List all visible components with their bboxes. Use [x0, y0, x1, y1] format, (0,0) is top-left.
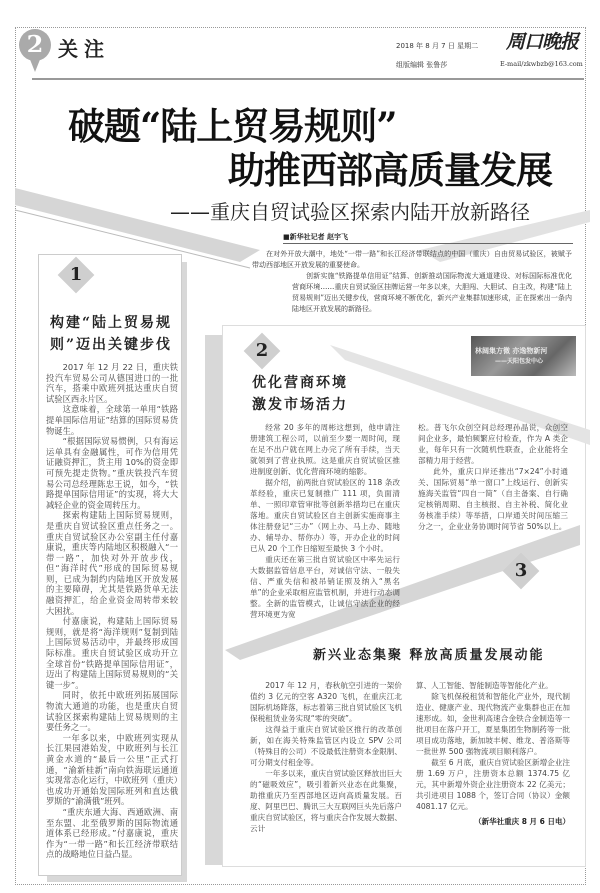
- section3-col1: [250, 680, 402, 834]
- photo-caption: 林阔集方微 亦逸物新河: [475, 347, 548, 355]
- paragraph: 除飞机保税租赁和智能化产业外，现代制造业、健康产业、现代物流产业集群也正在加速形成。如，金世利高速合金铁合金制造等一批项目在落户开工，夏星集团生物制药等一批项目成功落地，新加坡丰树、维龙、普洛斯等一批世界 500 强物流项目顺利落户。: [416, 692, 570, 756]
- email: E-mail/zkwbzb@163.com: [500, 60, 583, 68]
- paragraph: 探索构建陆上国际贸易规则，是重庆自贸试验区重点任务之一。重庆自贸试验区办公室副主任付嘉康说，重庆等内陆地区积极融入“一带一路”，加快对外开放步伐，但“海洋时代”形成的国际贸易规则，已成为制约内陆地区开放发展的主要障碍，尤其是铁路货单无法融资押汇，给企业资金周转带来较大困扰。: [46, 510, 178, 616]
- page-number-badge: 2: [19, 29, 51, 61]
- section3-number: 3: [514, 560, 528, 581]
- paragraph: 一年多以来，重庆自贸试验区释放出巨大的“磁吸效应”，吸引着新兴业态在此集聚，助推重庆乃至西部地区迈向高质量发展。百度、阿里巴巴、腾讯三大互联网巨头先后落户重庆自贸试验区，将与重庆合作发展大数据、云计: [250, 769, 402, 833]
- section3-col2: [416, 680, 570, 827]
- section2-col2: [418, 422, 568, 532]
- newspaper-logo: 周口晚报: [506, 31, 579, 53]
- paragraph: 这意味着，全球第一单用“铁路提单国际信用证”结算的国际贸易货物诞生。: [46, 404, 178, 436]
- section2-heading: [252, 372, 348, 416]
- headline-line-1: 破题“陆上贸易规则”: [68, 104, 397, 148]
- lead-p1: 在对外开放大潮中，地处“一带一路”和长江经济带联结点的中国（重庆）自由贸易试验区，被赋予带动西部地区开放发展的重要使命。: [252, 250, 572, 269]
- section2-heading-line1: 优化营商环境: [252, 375, 348, 391]
- issue-date: 2018 年 8 月 7 日 星期二: [396, 42, 479, 50]
- section1-number: 1: [69, 264, 83, 285]
- dateline: （新华社重庆 8 月 6 日电）: [474, 817, 570, 826]
- paragraph: “根据国际贸易惯例，只有海运运单具有金融属性，可作为信用凭证融资押汇，货主用 10%的资金即可预先提走货物。”重庆铁投汽车贸易公司总经理陈忠王说，如今，“铁路提单国际信用证”的实现，将大大减轻企业的资金周转压力。: [46, 436, 178, 510]
- paragraph: 松。普飞尔众创空间总经理孙晶说，众创空间企业多，最怕频繁应付检查，作为 A 类企业，每年只有一次随机性联查，企业能将全部精力用于经营。: [418, 423, 568, 465]
- section2-heading-line2: 激发市场活力: [252, 397, 348, 413]
- subheadline: ——重庆自贸试验区探索内陆开放新路径: [170, 200, 530, 224]
- section2-col1: [250, 422, 400, 620]
- paragraph: 截至 6 月底，重庆自贸试验区新增企业注册 1.69 万户，注册资本总额 1374.75 亿元，其中新增外资企业注册资本 22 亿美元；共引进项目 1088 个，签订合同（协议）金额 4081.17 亿元。: [416, 758, 570, 811]
- paragraph: 同时，依托中欧班列拓展国际物流大通道的功能，也是重庆自贸试验区探索构建陆上贸易规则的主要任务之一。: [46, 690, 178, 733]
- paragraph: 此外，重庆口岸还推出“7×24”小时通关、国际贸易“单一窗口”上线运行、创新实施海关监管“四自一简”（自主备案、自行确定核销周期、自主核报、自主补税、简化业务核准手续）等举措，口岸通关时间压缩三分之一，企业业务协调时间节省 50%以上。: [418, 467, 568, 531]
- photo-subcaption: ——天阳包发中心: [495, 358, 544, 365]
- byline: ■新华社记者 赵宇飞: [283, 233, 349, 241]
- paragraph: 2017 年 12 月 22 日，重庆铁投汽车贸易公司从德国进口的一批汽车，搭乘中欧班列抵达重庆自贸试验区西永片区。: [46, 362, 178, 404]
- paragraph: 一年多以来，中欧班列实现从长江果园港始发，中欧班列与长江黄金水道的“最后一公里”正式打通，“渝新桂新”南向铁海联运通道实现常态化运行，中欧班列（重庆）也成功开通始发国际班列和直达俄罗斯的“渝满俄”班列。: [46, 732, 178, 807]
- paragraph: 2017 年 12 月，春秋航空引进的一架价值约 3 亿元的空客 A320 飞机，在重庆江北国际机场降落，标志着第三批自贸试验区飞机保税租赁业务实现“零的突破”。: [250, 681, 402, 723]
- paragraph: 算、人工智能、智能制造等智能化产业。: [416, 681, 553, 690]
- paragraph: 据介绍，前两批自贸试验区的 118 条改革经验，重庆已复制推广 111 项，负面清单、一照印章管审批等创新举措均已在重庆落地。重庆自贸试验区自主创新实施商事主体注册登记“三办”（网上办、马上办、随地办、辅导办、帮你办）等，开办企业的时间已从 20 个工作日缩短至最快 3 个小时。: [250, 478, 400, 553]
- headline-line-2: 助推西部高质量发展: [228, 148, 552, 192]
- paragraph: 经常 20 多年的周彬这想到，他申请注册建筑工程公司，以前至少要一周时间，现在足不出户就在网上办完了所有手续，当天就领到了营业执照。这是重庆自贸试验区推进制度创新、优化营商环境的缩影。: [250, 423, 400, 476]
- section2-number: 2: [255, 340, 269, 361]
- paragraph: 重庆还在第三批自贸试验区中率先运行大数据监管信息平台，对诚信守法、一般失信、严重失信和被吊销证照及纳入“黑名单”的企业采取相应监管机制，并进行动态调整。全新的监管模式，让诚信守法企业的经营环境更为宽: [250, 555, 400, 619]
- section3-heading: 新兴业态集聚 释放高质量发展动能: [313, 648, 545, 663]
- paragraph: 付嘉康说，构建陆上国际贸易规则，就是将“海洋规则”复制到陆上国际贸易活动中，并最终形成国际标准。重庆自贸试验区成功开立全球首份“铁路提单国际信用证”，迈出了构建陆上国际贸易规则的“关键一步”。: [46, 616, 178, 690]
- paragraph: “重庆东通大海、西通欧洲、南至东盟、北至俄罗斯的国际物流通道体系已经形成。”付嘉康说，重庆作为“一带一路”和长江经济带联结点的战略地位日益凸显。: [46, 806, 178, 860]
- lead-p2: 创新实施“铁路提单信用证”结算、创新推动国际物流大通道建设、对标国际标准优化营商环境……重庆自贸试验区挂牌运营一年多以来，大胆闯、大胆试、自主改，构建“陆上贸易规则”迈出关键步伐，营商环境不断优化，新兴产业集群加速形成，正在探索出一条内陆地区开放发展的新路径。: [292, 272, 572, 313]
- paragraph: 这得益于重庆自贸试验区推行的改革创新，如在海关特殊监管区内设立 SPV 公司（特殊目的公司）不设最低注册资本金限制、可分期支付租金等。: [250, 725, 402, 767]
- section-name: 关注: [58, 37, 110, 61]
- section1-heading: 构建“陆上贸易规则”迈出关键步伐: [50, 315, 173, 353]
- editor: 组版编辑 张鲁莎: [396, 61, 448, 69]
